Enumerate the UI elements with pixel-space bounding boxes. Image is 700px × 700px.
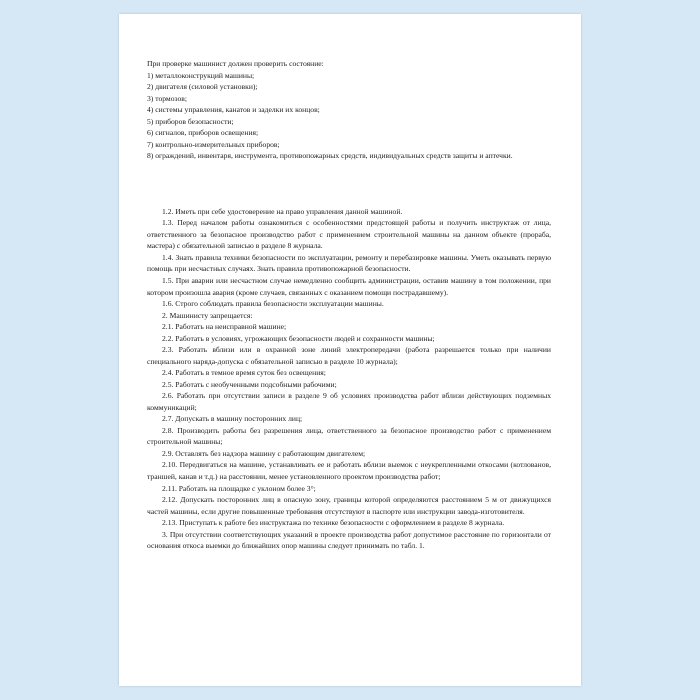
paragraph: 2.8. Производить работы без разрешения лица, ответственного за безопасное производство работ с применением строительной машины; <box>147 425 551 447</box>
paragraph: 1.4. Знать правила техники безопасности по эксплуатации, ремонту и перебазировке машины. Уметь оказывать первую помощь при несчастных случаях. Знать правила противопожарной безопасности. <box>147 252 551 274</box>
paragraph: 2.12. Допускать посторонних лиц в опасную зону, границы которой определяются расстоянием 5 м от движущихся частей машины, если другие повышенные требования отсутствуют в паспорте или инструкции завода-изготовителя. <box>147 495 551 516</box>
paragraph: 1.6. Строго соблюдать правила безопасности эксплуатации машины. <box>162 299 384 309</box>
paragraph: 1.2. Иметь при себе удостоверение на право управления данной машиной. <box>162 206 403 216</box>
paragraph: 1.3. Перед началом работы ознакомиться с особенностями предстоящей работы и получить инструктаж от лица, ответственного за безопасное производство работ с применением строительной машины на данном объекте (прораба, мастера) с обязательной записью в разделе 8 журнала. <box>147 218 551 251</box>
paragraph: 3. При отсутствии соответствующих указаний в проекте производства работ допустимое расстояние по горизонтали от основания откоса выемки до ближайших опор машины следует принимать по табл. 1. <box>147 529 551 551</box>
section-spacer <box>147 162 551 206</box>
list-item: 5) приборов безопасности; <box>147 116 234 126</box>
checklist-block <box>147 58 551 162</box>
paragraph: 2.2. Работать в условиях, угрожающих безопасности людей и сохранности машины; <box>162 333 435 343</box>
document-content <box>147 58 551 552</box>
paragraph: 2.13. Приступать к работе без инструктажа по технике безопасности с оформлением в разделе 8 журнала. <box>162 518 505 528</box>
list-item: 4) системы управления, канатов и заделки их концов; <box>147 105 320 115</box>
paragraph: 2.4. Работать в темное время суток без освещения; <box>162 368 326 378</box>
paragraph: 2.11. Работать на площадке с уклоном более 3°; <box>162 483 316 493</box>
paragraph: 2.3. Работать вблизи или в охранной зоне линий электропередачи (работа разрешается только при наличии специального наряда-допуска с обязательной записью в разделе 10 журнала); <box>147 345 551 366</box>
paragraph: 2.5. Работать с необученными подсобными рабочими; <box>162 379 337 389</box>
paragraph: 2.7. Допускать в машину посторонних лиц; <box>162 414 303 424</box>
list-item: 3) тормозов; <box>147 93 187 103</box>
paragraph: 2.1. Работать на неисправной машине; <box>162 322 287 332</box>
checklist-intro: При проверке машинист должен проверить состояние: <box>147 59 324 68</box>
paragraph: 2.10. Передвигаться на машине, устанавливать ее и работать вблизи выемок с неукрепленными откосами (котлованов, траншей, канав и т.д.) на расстоянии, менее установленного проектом производства работ; <box>147 460 551 481</box>
paragraph: 2.6. Работать при отсутствии записи в разделе 9 об условиях производства работ вблизи действующих подземных коммуникаций; <box>147 391 551 412</box>
list-item: 6) сигналов, приборов освещения; <box>147 128 259 138</box>
paragraph: 2.9. Оставлять без надзора машину с работающим двигателем; <box>162 448 366 458</box>
paragraph: 1.5. При аварии или несчастном случае немедленно сообщить администрации, оставив машину в том положении, при котором произошла авария (кроме случаев, связанных с оказанием помощи пострадавшему). <box>147 275 551 297</box>
list-item: 8) ограждений, инвентаря, инструмента, противопожарных средств, индивидуальных средств защиты и аптечки. <box>147 151 513 161</box>
main-text-block <box>147 206 551 552</box>
list-item: 1) металлоконструкций машины; <box>147 70 255 80</box>
document-page <box>119 14 581 686</box>
list-item: 2) двигателя (силовой установки); <box>147 82 258 92</box>
list-item: 7) контрольно-измерительных приборов; <box>147 139 280 149</box>
paragraph: 2. Машинисту запрещается: <box>162 310 253 320</box>
